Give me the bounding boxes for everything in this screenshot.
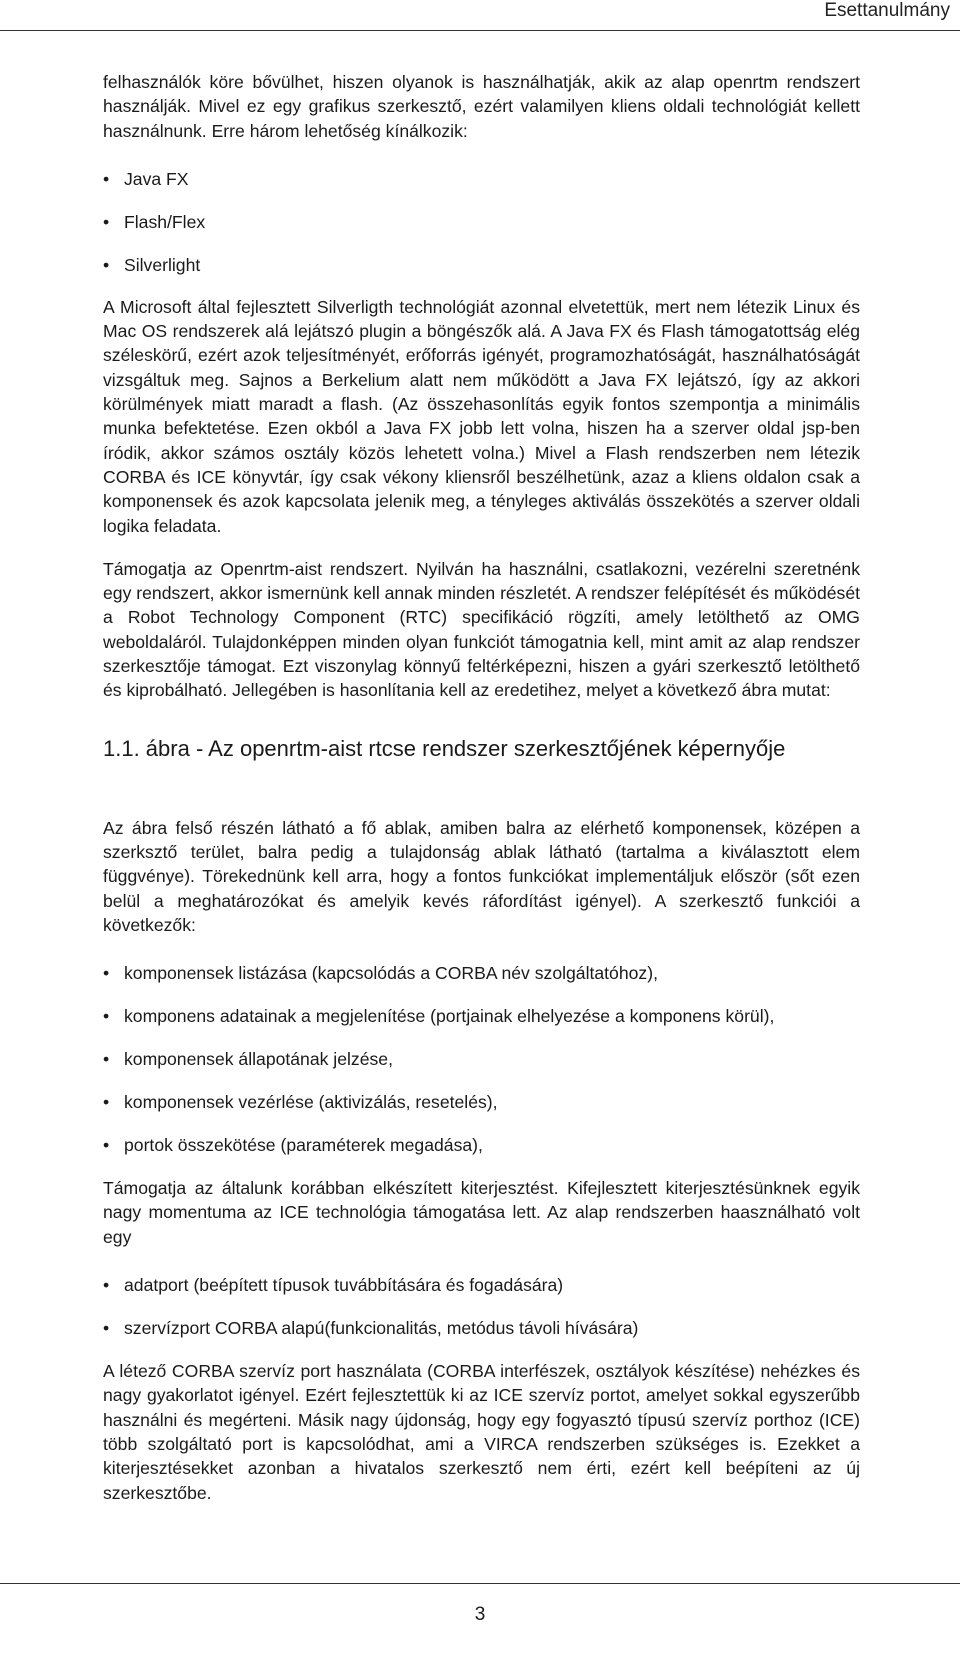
bullet-icon: • — [103, 168, 110, 189]
bullet-icon: • — [103, 1318, 110, 1339]
editor-functions-list — [103, 961, 860, 1157]
bullet-icon: • — [103, 963, 110, 984]
list-item-text: komponensek állapotának jelzése, — [124, 1049, 393, 1070]
bullet-icon: • — [103, 211, 110, 232]
header-title: Esettanulmány — [824, 0, 950, 21]
list-item-text: Java FX — [124, 168, 189, 189]
paragraph-openrtm-support: Támogatja az Openrtm-aist rendszert. Nyilván ha használni, csatlakozni, vezérelni szeretnénk egy rendszert, akkor ismernünk kell annak minden részletét. A rendszer felépítését és működését a Robot Technology Component (RTC) specifikáció rögzíti, amely letölthető az OMG weboldaláról. Tulajdonképpen minden olyan funkciót támogatnia kell, mint amit az alap rendszer szerkesztője támogat. Ezt viszonylag könnyű feltérképezni, hiszen a gyári szerkesztő letölthető és kiprobálható. Jellegében is hasonlítania kell az eredetihez, melyet a következő ábra mutat: — [103, 558, 860, 701]
list-item — [103, 1133, 860, 1157]
list-item-text: Silverlight — [124, 254, 201, 275]
technology-options-list — [103, 167, 860, 277]
page-content — [103, 70, 860, 1505]
list-item-text: komponensek vezérlése (aktivizálás, resetelés), — [124, 1092, 498, 1113]
list-item — [103, 961, 860, 985]
list-item-text: szervízport CORBA alapú(funkcionalitás, metódus távoli hívására) — [124, 1318, 639, 1339]
paragraph-figure-description: Az ábra felső részén látható a fő ablak, amiben balra az elérhető komponensek, középen a szerksztő terület, balra pedig a tulajdonság ablak látható (tartalma a kiválasztott elem függvénye). Törekednünk kell arra, hogy a fontos funkciókat implementáljuk először (sőt ezen belül a meghatározókat és amelyik kevés ráfordítást igényel). A szerkesztő funkciói a következők: — [103, 817, 860, 935]
bullet-icon: • — [103, 1049, 110, 1070]
page-number: 3 — [474, 1604, 486, 1625]
list-item-text: adatport (beépített típusok tuvábbítására és fogadására) — [124, 1275, 564, 1296]
list-item — [103, 1090, 860, 1114]
bullet-icon: • — [103, 1092, 110, 1113]
list-item — [103, 1047, 860, 1071]
port-types-list — [103, 1273, 860, 1340]
list-item-text: komponens adatainak a megjelenítése (portjainak elhelyezése a komponens körül), — [124, 1006, 775, 1027]
list-item-text: komponensek listázása (kapcsolódás a CORBA név szolgáltatóhoz), — [124, 963, 658, 984]
paragraph-intro: felhasználók köre bővülhet, hiszen olyanok is használhatják, akik az alap openrtm rendszert használják. Mivel ez egy grafikus szerkesztő, ezért valamilyen kliens oldali technológiát kellett használnunk. Erre három lehetőség kínálkozik: — [103, 72, 860, 141]
list-item-text: Flash/Flex — [124, 211, 206, 232]
list-item — [103, 253, 860, 277]
bullet-icon: • — [103, 254, 110, 275]
list-item — [103, 1316, 860, 1340]
running-header — [0, 0, 960, 31]
list-item — [103, 167, 860, 191]
bullet-icon: • — [103, 1275, 110, 1296]
running-footer — [0, 1583, 960, 1657]
bullet-icon: • — [103, 1135, 110, 1156]
list-item — [103, 1004, 860, 1028]
list-item — [103, 1273, 860, 1297]
list-item-text: portok összekötése (paraméterek megadása), — [124, 1135, 483, 1156]
paragraph-ice-port: A létező CORBA szervíz port használata (CORBA interfészek, osztályok készítése) nehézkes és nagy gyakorlatot igényel. Ezért fejlesztettük ki az ICE szervíz portot, amelyet sokkal egyszerűbb használni és megérteni. Másik nagy újdonság, hogy egy fogyasztó típusú szervíz porthoz (ICE) több szolgáltató port is kapcsolódhat, ami a VIRCA rendszerben szükséges is. Ezekket a kiterjesztésekket azonban a hivatalos szerkesztő nem érti, ezért kell beépíteni az új szerkesztőbe. — [103, 1361, 860, 1503]
list-item — [103, 210, 860, 234]
paragraph-technology-choice: A Microsoft által fejlesztett Silverligth technológiát azonnal elvetettük, mert nem létezik Linux és Mac OS rendszerek alá lejátszó plugin a böngészők alá. A Java FX és Flash támogatottság elég széleskörű, ezért azok teljesítményét, erőforrás igényét, programozhatóságát, használhatóságát vizsgáltuk meg. Sajnos a Berkelium alatt nem működött a Java FX lejátszó, így az akkori körülmények miatt maradt a flash. (Az összehasonlítás egyik fontos szempontja a minimális munka befektetése. Ezen okból a Java FX jobb lett volna, hiszen ha a szerver oldal jsp-ben íródik, akkor számos osztály közös lehetett volna.) Mivel a Flash rendszerben nem létezik CORBA és ICE könyvtár, így csak vékony kliensről beszélhetünk, azaz a kliens oldalon csak a komponensek és azok kapcsolata jelenik meg, a tényleges aktiválás összekötés a szerver oldali logika feladata. — [103, 296, 860, 536]
figure-caption: 1.1. ábra - Az openrtm-aist rtcse rendszer szerkesztőjének képernyője — [103, 735, 786, 761]
paragraph-extension-support: Támogatja az általunk korábban elkészített kiterjesztést. Kifejlesztett kiterjesztésünknek egyik nagy momentuma az ICE technológia támogatása lett. Az alap rendszerben haasználható volt egy — [103, 1178, 860, 1247]
bullet-icon: • — [103, 1006, 110, 1027]
